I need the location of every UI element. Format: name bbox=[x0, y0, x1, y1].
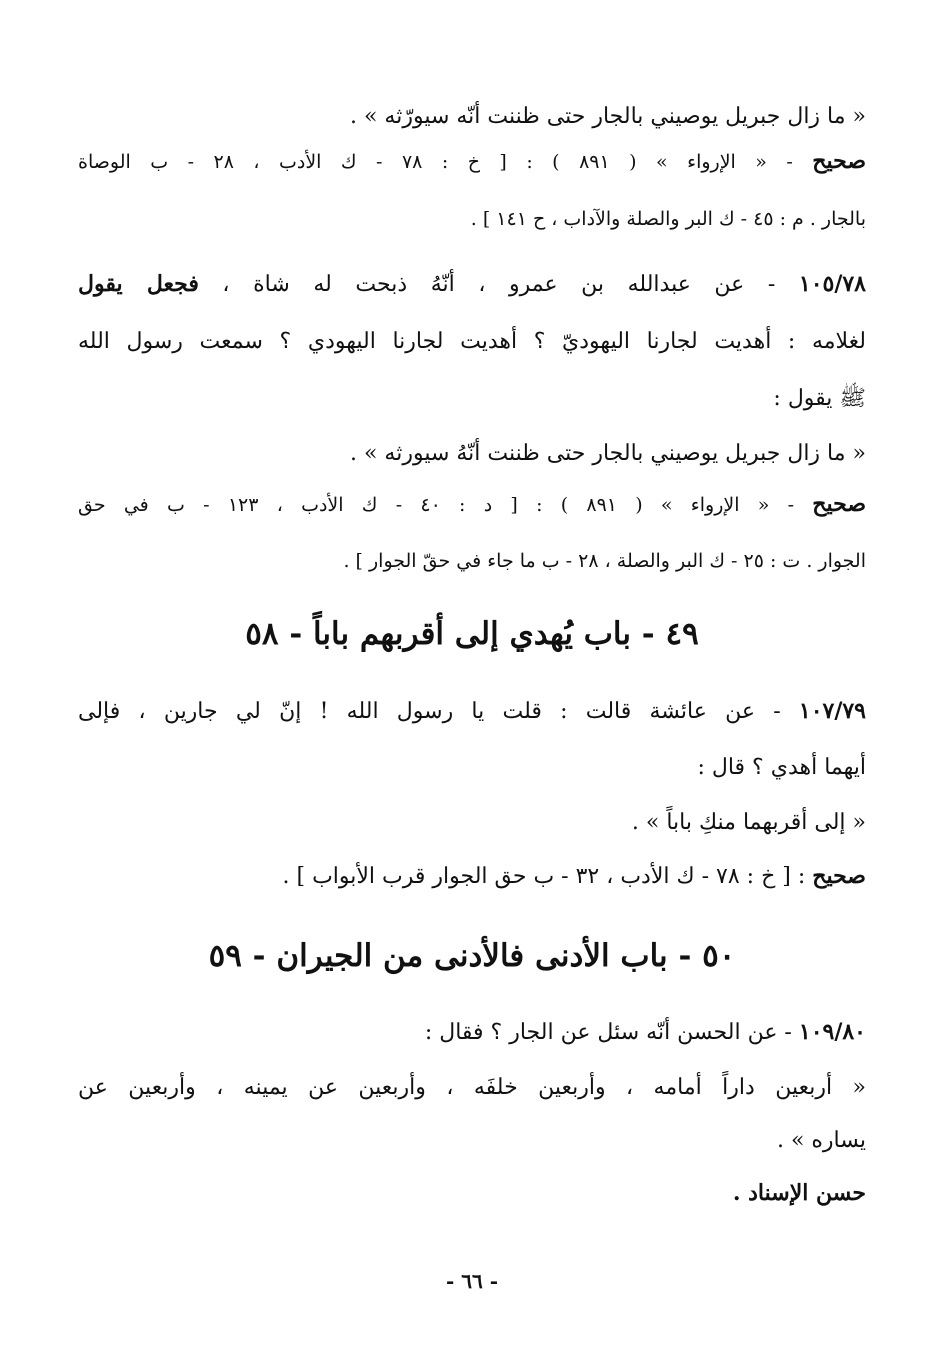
hadith-text-bold: فجعل يقول bbox=[78, 271, 199, 297]
hadith-78-source-line-1 bbox=[78, 488, 866, 521]
hadith-78-quote: « ما زال جبريل يوصيني بالجار حتى ظننت أنّهُ سيورثه » . bbox=[349, 441, 866, 466]
hadith-text: - عن الحسن أنّه سئل عن الجار ؟ فقال : bbox=[424, 1020, 799, 1045]
hadith-80-grade: حسن الإسناد . bbox=[732, 1180, 866, 1206]
hadith-79-line-2: أيهما أهدي ؟ قال : bbox=[697, 755, 866, 780]
hadith-79-quote: « إلى أقربهما منكِ باباً » . bbox=[631, 810, 866, 835]
grade-label: صحيح bbox=[812, 863, 866, 889]
chapter-heading-49: ٤٩ - باب يُهدي إلى أقربهم باباً - ٥٨ bbox=[245, 616, 699, 652]
hadith-number: ١٠٧/٧٩ bbox=[798, 698, 866, 724]
book-page bbox=[78, 0, 866, 1359]
hadith-number: ١٠٥/٧٨ bbox=[798, 271, 866, 297]
page-number: - ٦٦ - bbox=[445, 1269, 498, 1293]
top-source-line-1 bbox=[78, 145, 866, 178]
source-text: - « الإرواء » ( ٨٩١ ) : [ د : ٤٠ - ك الأدب ، ١٢٣ - ب في حق bbox=[78, 494, 813, 516]
hadith-79-source bbox=[78, 860, 866, 893]
hadith-78-source-line-2: الجوار . ت : ٢٥ - ك البر والصلة ، ٢٨ - ب ما جاء في حقّ الجوار ] . bbox=[343, 550, 866, 572]
top-quote: « ما زال جبريل يوصيني بالجار حتى ظننت أنّه سيورّثه » . bbox=[349, 104, 866, 129]
hadith-79-line-1 bbox=[78, 695, 866, 728]
hadith-80-quote-line-2: يساره » . bbox=[776, 1128, 866, 1153]
hadith-78-line-2: لغلامه : أهديت لجارنا اليهوديّ ؟ أهديت لجارنا اليهودي ؟ سمعت رسول الله bbox=[78, 329, 866, 354]
hadith-80-quote-line-1: « أربعين داراً أمامه ، وأربعين خلفَه ، وأربعين عن يمينه ، وأربعين عن bbox=[78, 1075, 866, 1100]
chapter-heading-50: ٥٠ - باب الأدنى فالأدنى من الجيران - ٥٩ bbox=[208, 938, 736, 974]
top-source-line-2: بالجار . م : ٤٥ - ك البر والصلة والآداب ، ح ١٤١ ] . bbox=[470, 208, 866, 230]
hadith-78-line-3: ﷺ يقول : bbox=[773, 386, 866, 411]
grade-label: صحيح bbox=[812, 148, 867, 174]
hadith-number: ١٠٩/٨٠ bbox=[798, 1019, 866, 1045]
hadith-text: - عن عبدالله بن عمرو ، أنّهُ ذبحت له شاة ، bbox=[198, 272, 799, 297]
grade-label: صحيح bbox=[812, 491, 867, 517]
hadith-80-line-1 bbox=[78, 1016, 866, 1049]
source-text: - « الإرواء » ( ٨٩١ ) : [ خ : ٧٨ - ك الأدب ، ٢٨ - ب الوصاة bbox=[78, 151, 813, 173]
hadith-78-line-1 bbox=[78, 268, 866, 301]
source-text: : [ خ : ٧٨ - ك الأدب ، ٣٢ - ب حق الجوار قرب الأبواب ] . bbox=[282, 864, 813, 889]
hadith-text: - عن عائشة قالت : قلت يا رسول الله ! إنّ لي جارين ، فإلى bbox=[78, 699, 799, 724]
